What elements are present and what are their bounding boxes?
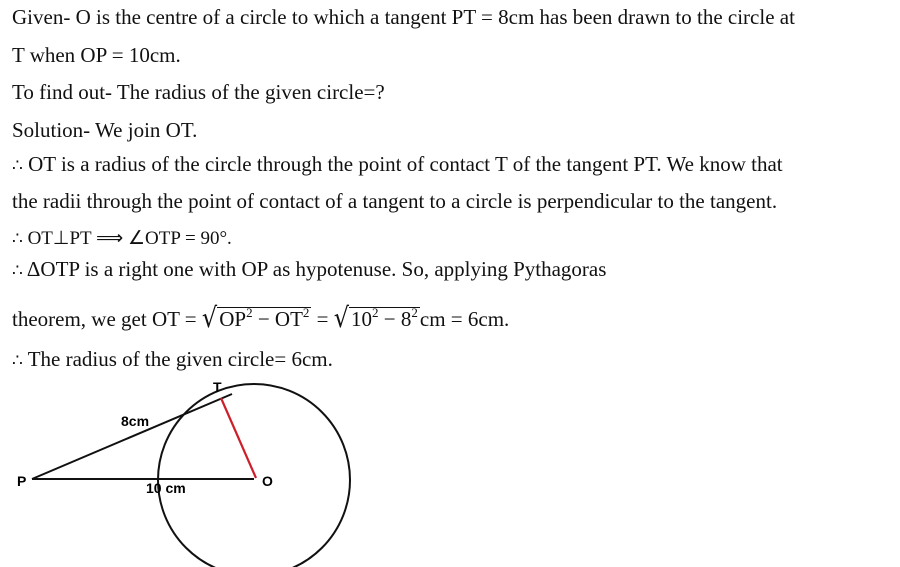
exponent: 2 [302,305,310,320]
reason-line-2: the radii through the point of contact of a tangent to a circle is perpendicular to the tangent. [12,189,778,213]
therefore-symbol: ∴ [12,156,23,176]
term-10: 10 [351,307,373,331]
therefore-symbol: ∴ [12,229,23,249]
tangent-pt [32,394,232,479]
label-p: P [17,473,27,489]
reason-text-1: OT is a radius of the circle through the point of contact T of the tangent PT. We know that [28,152,783,176]
solution-line: Solution- We join OT. [12,118,198,142]
label-pt-length: 8cm [121,413,150,429]
pythagoras-intro: theorem, we get OT = [12,307,202,331]
exponent: 2 [411,305,418,320]
term-8: − 8 [378,307,412,331]
conclusion-text: The radius of the given circle= 6cm. [27,347,333,371]
given-line-2: T when OP = 10cm. [12,43,181,67]
therefore-symbol: ∴ [12,351,23,371]
radical-sign: √ [201,301,218,335]
perpendicular-statement: OT⊥PT ⟹ ∠OTP = 90°. [27,228,232,249]
label-o: O [262,473,273,489]
given-line-1: Given- O is the centre of a circle to which a tangent PT = 8cm has been drawn to the circle at [12,5,795,29]
exponent: 2 [246,305,253,320]
therefore-symbol: ∴ [12,261,23,281]
term-ot: − OT [252,307,303,331]
radius-ot [221,398,256,478]
radical-sign: √ [333,301,350,335]
term-op: OP [219,307,247,331]
result-text: cm = 6cm. [419,307,510,331]
label-op-length: 10 cm [146,480,186,496]
to-find-line: To find out- The radius of the given circle=? [12,80,385,104]
equals-sign: = [311,307,334,331]
exponent: 2 [372,305,379,320]
triangle-statement: ΔOTP is a right one with OP as hypotenuse. So, applying Pythagoras [26,257,607,281]
label-t: T [213,379,222,395]
